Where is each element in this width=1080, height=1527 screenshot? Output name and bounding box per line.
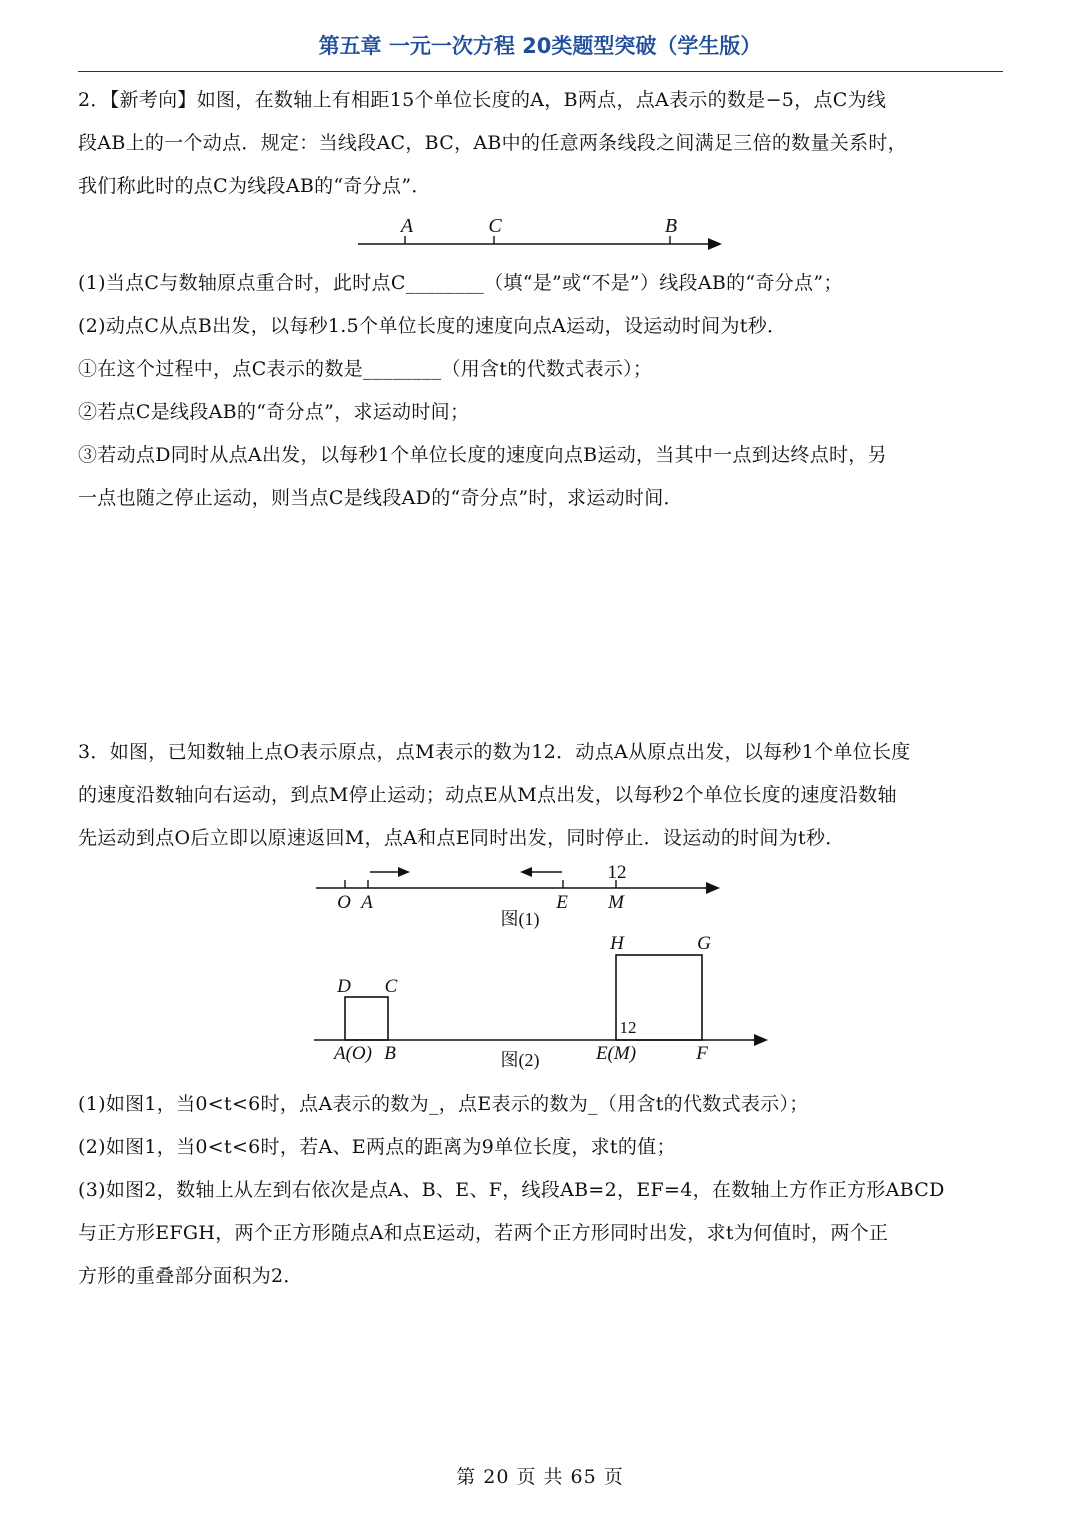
q3-fig1-label-e: E <box>556 892 568 913</box>
q3-part2: (2)如图1，当0<t<6时，若A、E两点的距离为9单位长度，求t的值； <box>78 1136 676 1158</box>
page-header-title: 第五章 一元一次方程 20类题型突破（学生版） <box>318 34 762 58</box>
q3-fig2-label-c: C <box>384 976 398 997</box>
q3-fig1-axis-arrow <box>706 882 720 894</box>
q3-line-1: 3．如图，已知数轴上点O表示原点，点M表示的数为12．动点A从原点出发，以每秒1个单位长度 <box>78 741 911 763</box>
q3-part1: (1)如图1，当0<t<6时，点A表示的数为_，点E表示的数为_（用含t的代数式表示）； <box>78 1093 809 1115</box>
q3-figure-2 <box>310 930 780 1072</box>
q2-axis-arrow <box>708 238 722 250</box>
q2-part2: (2)动点C从点B出发，以每秒1.5个单位长度的速度向点A运动，设运动时间为t秒． <box>78 315 787 337</box>
q3-part3-line-3: 方形的重叠部分面积为2． <box>78 1265 303 1287</box>
q3-square-abcd <box>345 997 388 1040</box>
q2-part2-sub1: ①在这个过程中，点C表示的数是________（用含t的代数式表示）； <box>78 358 653 380</box>
q3-fig1-label-m: M <box>608 892 624 913</box>
q3-fig2-label-b: B <box>384 1043 396 1064</box>
q3-line-2: 的速度沿数轴向右运动，到点M停止运动；动点E从M点出发，以每秒2个单位长度的速度沿数轴 <box>78 784 897 806</box>
q3-fig2-label-em: E(M) <box>595 1043 637 1064</box>
q2-label-b: B <box>664 215 678 237</box>
q3-fig1-caption: 图(1) <box>500 909 540 929</box>
q3-line-3: 先运动到点O后立即以原速返回M，点A和点E同时出发，同时停止．设运动的时间为t秒． <box>78 827 845 849</box>
q3-fig1-label-12: 12 <box>607 862 627 883</box>
q2-part2-sub2: ②若点C是线段AB的“奇分点”，求运动时间； <box>78 401 470 423</box>
q3-arrow-right-icon <box>398 867 410 877</box>
q3-fig2-axis-arrow <box>754 1034 768 1046</box>
q3-fig2-label-h: H <box>610 933 624 954</box>
q3-part3-line-1: (3)如图2，数轴上从左到右依次是点A、B、E、F，线段AB=2，EF=4，在数轴上方作正方形ABCD <box>78 1179 945 1201</box>
q3-fig2-label-d: D <box>337 976 351 997</box>
q3-fig1-label-a: A <box>361 892 373 913</box>
q2-part2-sub3-cont: 一点也随之停止运动，则当点C是线段AD的“奇分点”时，求运动时间． <box>78 487 683 509</box>
q2-number-line-figure <box>350 212 730 256</box>
q3-fig2-label-ao: A(O) <box>334 1043 372 1064</box>
q2-label-c: C <box>488 215 502 237</box>
q3-arrow-left-icon <box>520 867 532 877</box>
q3-part3-line-2: 与正方形EFGH，两个正方形随点A和点E运动，若两个正方形同时出发，求t为何值时，两个正 <box>78 1222 889 1244</box>
q2-part1: (1)当点C与数轴原点重合时，此时点C________（填“是”或“不是”）线段AB的“奇分点”； <box>78 272 843 294</box>
q2-line-3: 我们称此时的点C为线段AB的“奇分点”． <box>78 175 431 197</box>
q3-fig2-label-g: G <box>697 933 711 954</box>
q2-line-1: 2．【新考向】如图，在数轴上有相距15个单位长度的A，B两点，点A表示的数是−5，点C为线 <box>78 89 887 111</box>
q3-figure-1 <box>310 858 730 932</box>
q2-label-a: A <box>400 215 414 237</box>
q3-fig2-label-f: F <box>696 1043 708 1064</box>
q2-line-2: 段AB上的一个动点．规定：当线段AC，BC，AB中的任意两条线段之间满足三倍的数量关系时， <box>78 132 907 154</box>
q3-fig2-label-12: 12 <box>619 1018 637 1037</box>
q3-fig1-label-o: O <box>337 892 351 913</box>
page-number-footer: 第 20 页 共 65 页 <box>456 1466 624 1488</box>
header-divider <box>78 71 1003 72</box>
q3-fig2-caption: 图(2) <box>500 1050 540 1070</box>
q2-part2-sub3: ③若动点D同时从点A出发，以每秒1个单位长度的速度向点B运动，当其中一点到达终点时，另 <box>78 444 887 466</box>
